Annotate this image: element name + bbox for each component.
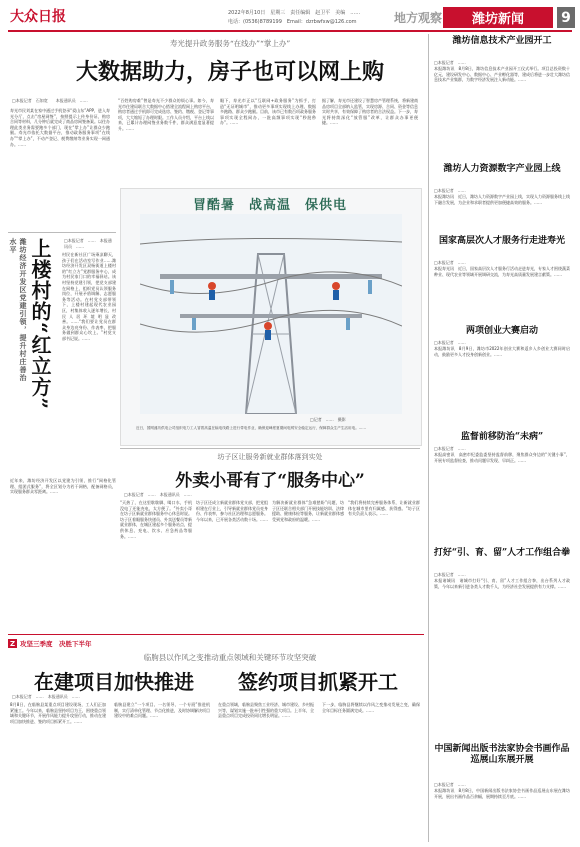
masthead-logo: 大众日报 xyxy=(10,9,66,25)
feature-body-cont: 近年来，潍坊经济开发区以党建为引领，推行“网格化管理、组团式服务”，将全区划分为若干网格，配备网格员，实现服务群众零距离。…… xyxy=(10,478,116,495)
bottom-headline-right: 签约项目抓紧开工 xyxy=(238,670,398,694)
feature-headline: 上楼村的“红立方” xyxy=(28,238,52,411)
brief-byline: □本报记者 …… xyxy=(434,782,466,787)
transmission-tower-illustration xyxy=(140,214,402,414)
brief-headline: 监督前移防治“未病” xyxy=(460,432,544,442)
brief-headline: 国家高层次人才服务行走进寿光 xyxy=(438,236,565,246)
section-name: 潍坊新闻 xyxy=(443,7,553,28)
page-number: 9 xyxy=(557,7,575,28)
power-line-photo xyxy=(140,214,402,414)
brief-body: 本报潍坊讯 8月9日，潍坊市2022年创业大赛和返乡入乡创业大赛同时启动，鼓励更多人才投身创新创业。…… xyxy=(434,346,570,357)
brief-body: 本报寿光讯 近日，国家高层次人才服务行活动走进寿光，专家人才围绕蔬菜种业、现代农业等领域开展调研交流，为寿光高质量发展建言献策。…… xyxy=(434,266,570,277)
middle-byline: □本报记者 …… 本报通讯员 …… xyxy=(124,492,192,497)
brief-byline: □本报记者 …… xyxy=(434,188,466,193)
feature-body: 村民在新社区广场乘凉聊天，孩子们在活动室写作业……潍坊经济开发区双杨街道上楼村的“红立方”党群服务中心，成为村民家门口的幸福驿站。该村坚持党建引领，把党支部建在网格上，组织党员认领服务岗位，开展矛盾调解、志愿服务等活动。在村党支部带领下，上楼村建起现代农业园区，村集体收入逐年增长，村民人居环境明显改善。……“我们要让党员在群众身边亮身份、作表率，把服务做到群众心坎上。”村党支部书记说。…… xyxy=(62,252,116,341)
lead-column-4: 据了解，寿光市还建设了智慧房产管理系统，将新建商品房项目全部纳入监管，实现房源、合同、资金等信息实时共享，有效保障了购房者的合法权益。下一步，寿光将持续深化“放管服”改革，让群众办事更便捷。…… xyxy=(322,98,418,126)
lead-headline: 大数据助力，房子也可以网上购 xyxy=(75,59,384,85)
photo-caption: 近日，国网潍坊供电公司组织电力工人冒着高温在输电线路上进行带电作业，确保迎峰度夏期间电网安全稳定运行，保障群众生产生活用电。…… xyxy=(136,426,366,430)
middle-column-2: 坊子区还成立新就业群体党支部，把党组织建在行业上，引导新就业群体党员亮身份、作表率，参与社区治理和志愿服务。今年以来，已开展各类活动数十场。…… xyxy=(196,500,268,522)
brief-byline: □本报记者 …… xyxy=(434,260,466,265)
brief-body: 本报诸城讯 诸城市打好“引、育、留”人才工作组合拳，出台系列人才政策，今年以来新引进各类人才数千人，为经济社会发展提供有力支撑。…… xyxy=(434,578,570,589)
header-rule xyxy=(8,30,572,32)
brief-body: 本报潍坊讯 8月8日，潍坊信息技术产业园开工仪式举行。项目总投资数十亿元，建设研发中心、数据中心、产业孵化器等，建成后将进一步壮大潍坊信息技术产业集群，为数字经济发展注入新动能。…… xyxy=(434,66,570,83)
lead-subtitle: 寿光提升政务服务“在线办”“掌上办” xyxy=(169,39,291,48)
brief-body: 本报潍坊讯 近日，潍坊人力资源数字产业园上线，实现人力资源服务线上线下融合发展，为企业和求职者提供更加便捷高效的服务。…… xyxy=(434,194,570,205)
lead-column-1: 寿光市民刘某在家中通过手机登录“爱山东”APP，进入寿光分厅，点击“房屋网签”，按照提示上传身份证、购房合同等材料，几分钟后就完成了商品房网签备案。以往办理此类业务需要跑多个部门，现在“掌上办”让群众少跑腿。寿光市依托大数据平台，推动政务服务事项“在线办”“掌上办”，不动产登记、税费缴纳等业务实现一网通办。…… xyxy=(10,108,110,147)
contact-line: 电话：(0536)8789199 Email：dzrbwfxw@126.com xyxy=(228,19,357,25)
bottom-column-4: 下一步，临朐县将继续以作风之变推动发展之变，确保全年目标任务圆满完成。…… xyxy=(322,702,420,713)
bottom-byline: □本报记者 …… 本报通讯员 …… xyxy=(12,694,80,699)
bottom-subtitle: 临朐县以作风之变推动重点领域和关键环节攻坚突破 xyxy=(143,653,317,662)
section-divider xyxy=(8,634,424,635)
lead-column-2: “百姓购房难”曾是寿光不少群众的烦心事。如今，寿光市住建局联合大数据中心搭建全流程网上购房平台，购房者通过手机即可完成选房、签约、缴税、登记等事项，大大缩短了办理时限。工作人员介绍，平台上线以来，已累计办理网签业务数千件，群众满意度显著提升。…… xyxy=(118,98,214,131)
section-name-secondary: 地方观察 xyxy=(394,11,443,25)
brief-headline: 潍坊信息技术产业园开工 xyxy=(452,36,552,46)
right-briefs-column xyxy=(432,34,572,844)
feature-kicker: 潍坊经济开发区党建引领，提升村庄善治水平 xyxy=(9,238,28,382)
brief-byline: □本报记者 …… xyxy=(434,446,466,451)
brief-headline: 中国新闻出版书法家协会书画作品巡展山东展开展 xyxy=(434,744,570,765)
brief-byline: □本报记者 …… xyxy=(434,340,466,345)
lead-column-3: 眼下，寿光市正以“互联网+政务服务”为抓手，打造“无证明城市”，推动更多事项实现线上办理、数据多跑路、群众少跑腿。目前，该市已有数百项政务服务事项实现全程网办，一批高频事项实现“秒批秒办”。…… xyxy=(220,98,316,126)
bottom-column-3: 在重点领域，临朐县聚焦工业经济、城市建设、乡村振兴等，谋划实施一批牵引性强的重大项目。上半年，全县重点项目完成投资同比增长明显。…… xyxy=(218,702,314,719)
photo-title: 冒酷暑 战高温 保供电 xyxy=(192,198,347,213)
section-divider xyxy=(8,232,116,233)
brief-headline: 打好“引、育、留”人才工作组合拳 xyxy=(433,548,571,558)
brief-byline: □本报记者 …… xyxy=(434,60,466,65)
bottom-kicker: 攻坚三季度 决胜下半年 xyxy=(20,640,92,648)
photo-byline: □记者 …… 摄影 xyxy=(310,417,346,422)
middle-column-3: 为解决新就业群体“急难愁盼”问题，坊子区还联合相关部门开展技能培训、法律援助、健康体检等服务，让新就业群体感受到党和政府的温暖。…… xyxy=(272,500,344,522)
brief-body: 本报高密讯 高密市纪委监委坚持监督前移，聚焦群众身边的“关键小事”，开展专项监督检查，推动问题早发现、早纠正。…… xyxy=(434,452,570,463)
column-divider xyxy=(428,34,429,842)
date-line: 2022年8月10日 星期三 责任编辑 赵卫平 美编 …… xyxy=(228,10,361,16)
section-divider xyxy=(120,448,420,449)
bottom-column-2: 临朐县建立“一个项目、一名领导、一个专班”推进机制，实行清单化管理、节点化推进，及时协调解决项目建设中的难点问题。…… xyxy=(114,702,210,719)
lead-byline: □本报记者 石如宽 本报通讯员 …… xyxy=(12,98,88,103)
brief-headline: 潍坊人力资源数字产业园上线 xyxy=(443,164,561,174)
brief-body: 本报潍坊讯 8月8日，中国新闻出版书法家协会书画作品巡展山东展在潍坊开展，展出书画作品百余幅，展期持续至月底。…… xyxy=(434,788,570,799)
middle-column-4: “我们将持续完善服务体系，让新就业群体在城市里有归属感、获得感。”坊子区有关负责人表示。…… xyxy=(348,500,420,517)
middle-subtitle: 坊子区让服务新就业群体落到实处 xyxy=(217,453,323,461)
middle-column-1: “天热了，在这里歇歇脚、喝口水，手机没电了还能充电，太方便了。”外卖小哥在坊子区新就业群体服务中心休息时说。坊子区着眼服务快递员、外卖送餐员等新就业群体，在城区建起多个服务站点，提供休息、充电、饮水、应急药品等服务。…… xyxy=(120,500,192,539)
brief-headline: 两项创业大赛启动 xyxy=(465,326,538,336)
bottom-column-1: 8月8日，在临朐县某重点项目建设现场，工人们正加紧施工。今年以来，临朐县坚持项目为王，围绕重点领域和关键环节，开展作风能力提升攻坚行动，推动在建项目加快推进、签约项目抓紧开工。…… xyxy=(10,702,106,724)
kicker-tag-icon: Z xyxy=(9,639,16,648)
bottom-headline-left: 在建项目加快推进 xyxy=(34,670,194,694)
middle-headline: 外卖小哥有了“服务中心” xyxy=(175,471,365,491)
feature-byline: □本报记者 …… 本报通讯员 …… xyxy=(64,238,112,249)
brief-byline: □本报记者 …… xyxy=(434,572,466,577)
